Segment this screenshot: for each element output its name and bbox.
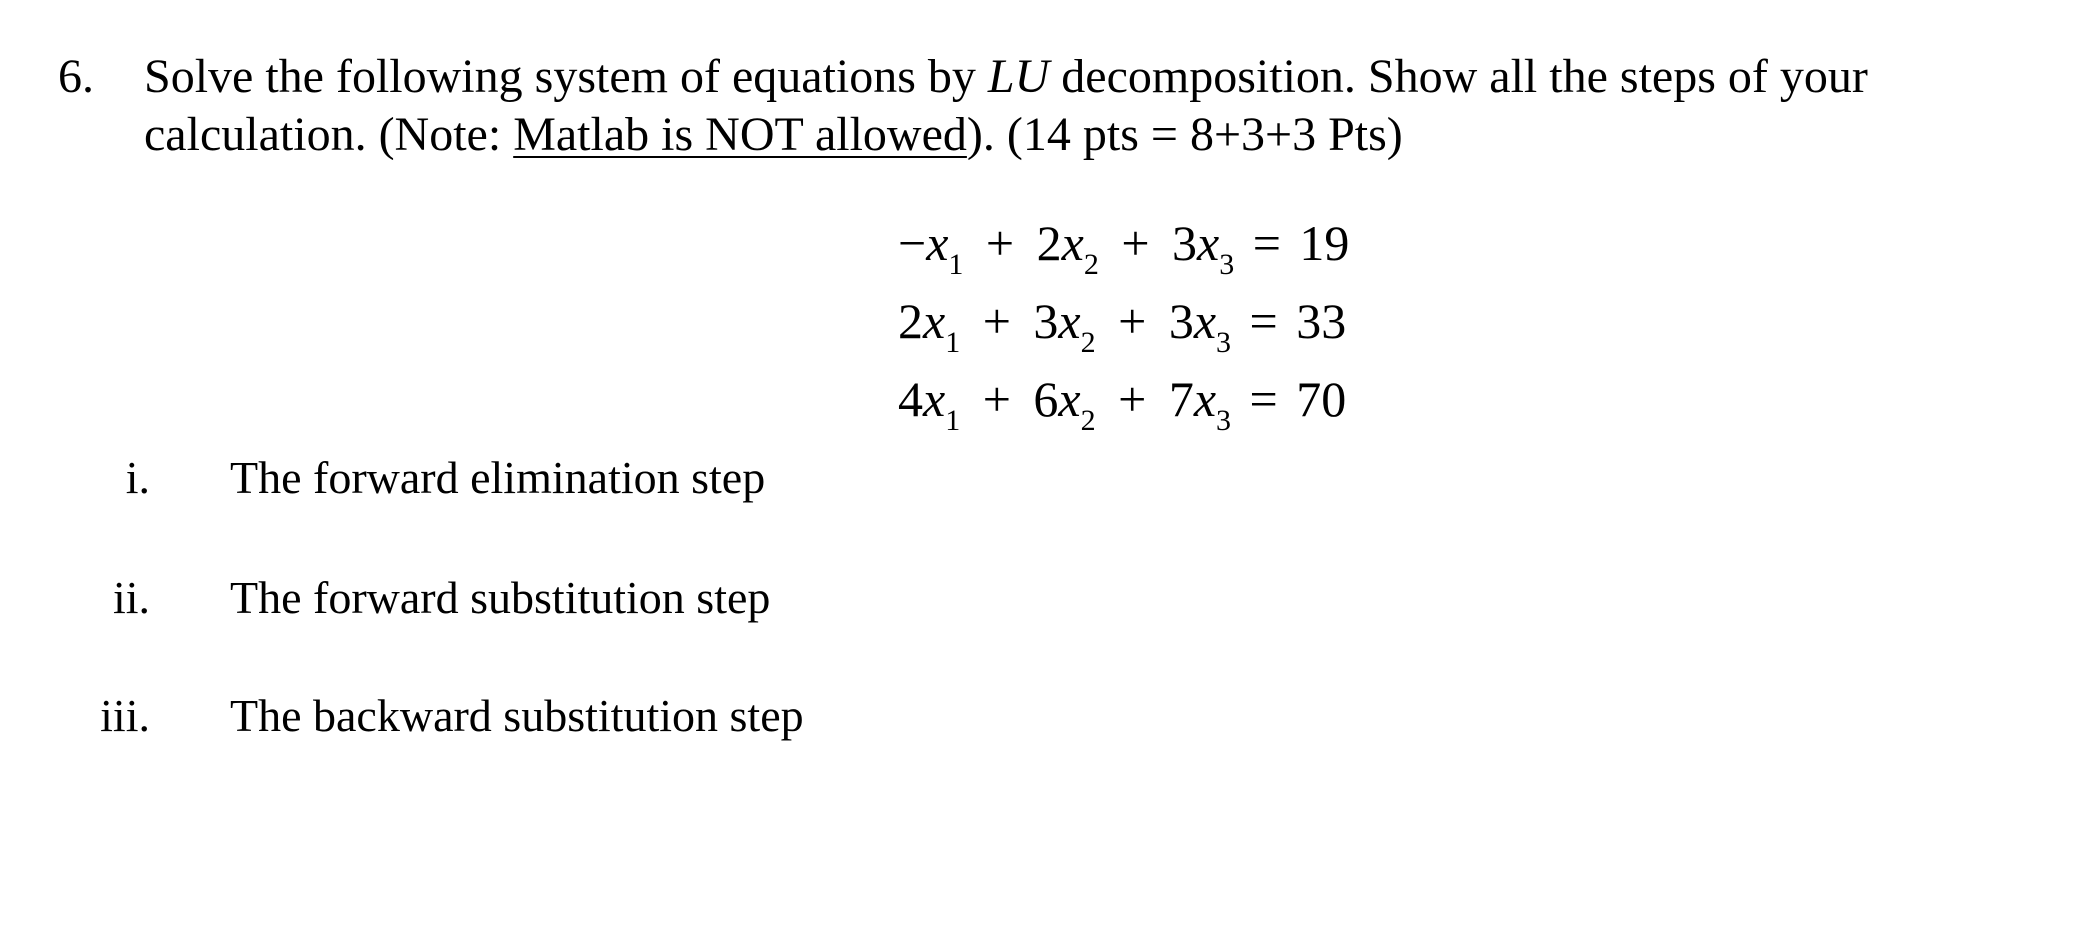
eq3-term-2 (1033, 370, 1096, 437)
part-iii-number: iii. (100, 690, 150, 741)
eq3-rhs: 70 (1296, 371, 1347, 427)
eq3-sub-3: 3 (1216, 404, 1232, 437)
eq3-sub-1: 1 (945, 404, 961, 437)
eq2-var-2: x (1058, 293, 1081, 349)
eq2-op-2: + (1118, 293, 1147, 349)
eq2-var-3: x (1193, 293, 1217, 349)
eq2-op-1: + (982, 293, 1011, 349)
eq1-coef-2: 2 (1036, 215, 1062, 271)
part-i-number: i. (125, 452, 150, 503)
eq3-var-1: x (923, 371, 946, 427)
eq2-term-1 (898, 292, 961, 359)
eq1-sub-2: 2 (1083, 248, 1099, 281)
eq2-equals: = (1249, 293, 1278, 349)
eq3-term-1 (898, 370, 961, 437)
eq3-sub-2: 2 (1080, 404, 1096, 437)
eq1-op-2: + (1121, 215, 1150, 271)
eq2-sub-3: 3 (1216, 326, 1232, 359)
problem-line-1-start: Solve the following system of equations by (144, 50, 988, 103)
problem-line-1-end: decomposition. Show all the steps of your (1049, 50, 1868, 103)
eq2-coef-1: 2 (898, 293, 923, 349)
eq1-coef-1: − (898, 215, 927, 271)
part-ii-number: ii. (112, 572, 150, 623)
eq2-term-3 (1168, 292, 1232, 359)
part-ii-text: The forward substitution step (230, 572, 771, 623)
eq3-coef-1: 4 (898, 371, 923, 427)
eq3-coef-3: 7 (1168, 371, 1194, 427)
eq1-term-2 (1036, 214, 1099, 281)
eq1-op-1: + (985, 215, 1015, 271)
eq2-coef-3: 3 (1168, 293, 1194, 349)
part-iii-text: The backward substitution step (230, 690, 804, 741)
eq3-op-2: + (1118, 371, 1147, 427)
eq1-var-3: x (1197, 215, 1220, 271)
eq2-sub-1: 1 (945, 326, 961, 359)
eq3-var-3: x (1193, 371, 1217, 427)
eq1-coef-3: 3 (1172, 215, 1198, 271)
eq3-op-1: + (982, 371, 1011, 427)
eq3-coef-2: 6 (1033, 371, 1059, 427)
eq2-sub-2: 2 (1080, 326, 1096, 359)
eq1-term-3 (1172, 214, 1235, 281)
lu-term: LU (987, 50, 1050, 103)
eq2-coef-2: 3 (1033, 293, 1059, 349)
eq1-equals: = (1252, 215, 1281, 271)
problem-line-2 (144, 106, 2044, 164)
eq3-equals: = (1249, 371, 1278, 427)
eq2-var-1: x (923, 293, 946, 349)
equation-3 (898, 370, 1346, 450)
eq3-term-3 (1168, 370, 1232, 437)
part-i-text: The forward elimination step (230, 452, 766, 503)
problem-line-2-end: ). (14 pts = 8+3+3 Pts) (966, 108, 1403, 161)
equation-2 (898, 292, 1346, 372)
problem-number: 6. (58, 50, 94, 103)
eq3-var-2: x (1058, 371, 1081, 427)
matlab-note: Matlab is NOT allowed (513, 108, 967, 161)
eq2-term-2 (1033, 292, 1096, 359)
eq1-var-1: x (926, 215, 949, 271)
eq2-rhs: 33 (1296, 293, 1347, 349)
problem-statement (144, 48, 2044, 164)
problem-line-1 (144, 48, 2044, 106)
eq1-term-1 (898, 214, 964, 281)
eq1-var-2: x (1061, 215, 1084, 271)
problem-line-2-start: calculation. (Note: (144, 108, 514, 161)
eq1-sub-3: 3 (1219, 248, 1235, 281)
eq1-sub-1: 1 (948, 248, 964, 281)
eq1-rhs: 19 (1299, 215, 1350, 271)
equation-1 (898, 214, 1349, 294)
